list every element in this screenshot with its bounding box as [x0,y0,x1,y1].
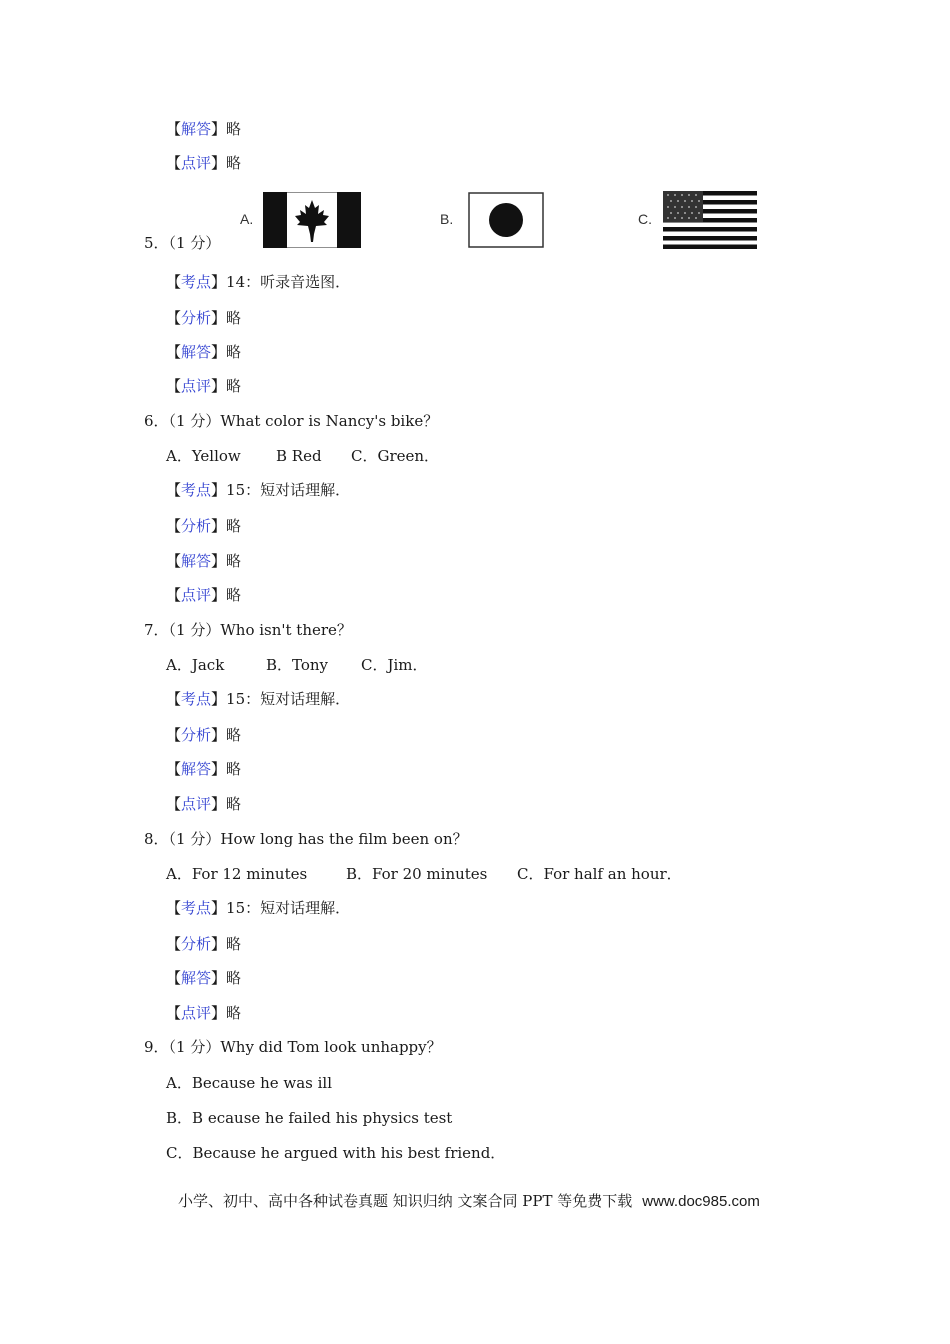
footer-url[interactable]: www.doc985.com [642,1193,760,1210]
q6-question: 6．（1 分）What color is Nancy's bike？ [144,412,439,430]
japan-flag-icon [468,192,544,248]
q7-dianping-line: 【点评】略 [166,795,242,813]
canada-flag-icon [263,192,361,248]
top-jieda-value: 略 [226,120,242,138]
q7-fenxi-line: 【分析】略 [166,726,242,744]
q6-fenxi-line: 【分析】略 [166,517,242,535]
q8-dianping-line: 【点评】略 [166,1004,242,1022]
usa-flag-icon [663,191,757,249]
q6-kaodian-line: 【考点】15：短对话理解． [166,481,351,499]
q9-question: 9．（1 分）Why did Tom look unhappy？ [144,1038,442,1056]
q5-jieda-line: 【解答】略 [166,343,242,361]
q5-fenxi-line: 【分析】略 [166,309,242,327]
q5-option-b-label: B. [440,211,454,227]
q7-option-c: C．Jim． [361,656,428,674]
q9-option-b: B．B ecause he failed his physics test [166,1109,453,1127]
q6-option-c: C．Green． [351,447,440,465]
q8-fenxi-line: 【分析】略 [166,935,242,953]
q7-option-b: B．Tony [266,656,329,674]
q5-number: 5．（1 分） [144,234,221,252]
q7-jieda-line: 【解答】略 [166,760,242,778]
q5-option-c-label: C. [638,211,652,227]
q5-dianping-line: 【点评】略 [166,377,242,395]
q5-option-a-label: A. [240,211,254,227]
q7-question: 7．（1 分）Who isn't there？ [144,621,352,639]
q6-option-a: A．Yellow [166,447,241,465]
top-dianping-value: 略 [226,154,242,172]
q7-kaodian-line: 【考点】15：短对话理解． [166,690,351,708]
q7-option-a: A．Jack [166,656,225,674]
q9-option-c: C．Because he argued with his best friend． [166,1144,506,1162]
top-dianping-line: 【点评】略 [166,154,242,172]
q8-kaodian-line: 【考点】15：短对话理解． [166,899,351,917]
q8-option-a: A．For 12 minutes [166,865,308,883]
q8-jieda-line: 【解答】略 [166,969,242,987]
footer-text: 小学、初中、高中各种试卷真题 知识归纳 文案合同 PPT 等免费下载 [178,1192,633,1210]
q5-kaodian-line: 【考点】14：听录音选图． [166,273,351,291]
q9-option-a: A．Because he was ill [166,1074,333,1092]
page-footer [178,1190,760,1211]
q8-question: 8．（1 分）How long has the film been on？ [144,830,468,848]
q6-jieda-line: 【解答】略 [166,552,242,570]
top-jieda-line: 【解答】略 [166,120,242,138]
q6-dianping-line: 【点评】略 [166,586,242,604]
q6-option-b: B Red [276,447,322,465]
q8-option-b: B．For 20 minutes [346,865,488,883]
q8-option-c: C．For half an hour． [517,865,682,883]
